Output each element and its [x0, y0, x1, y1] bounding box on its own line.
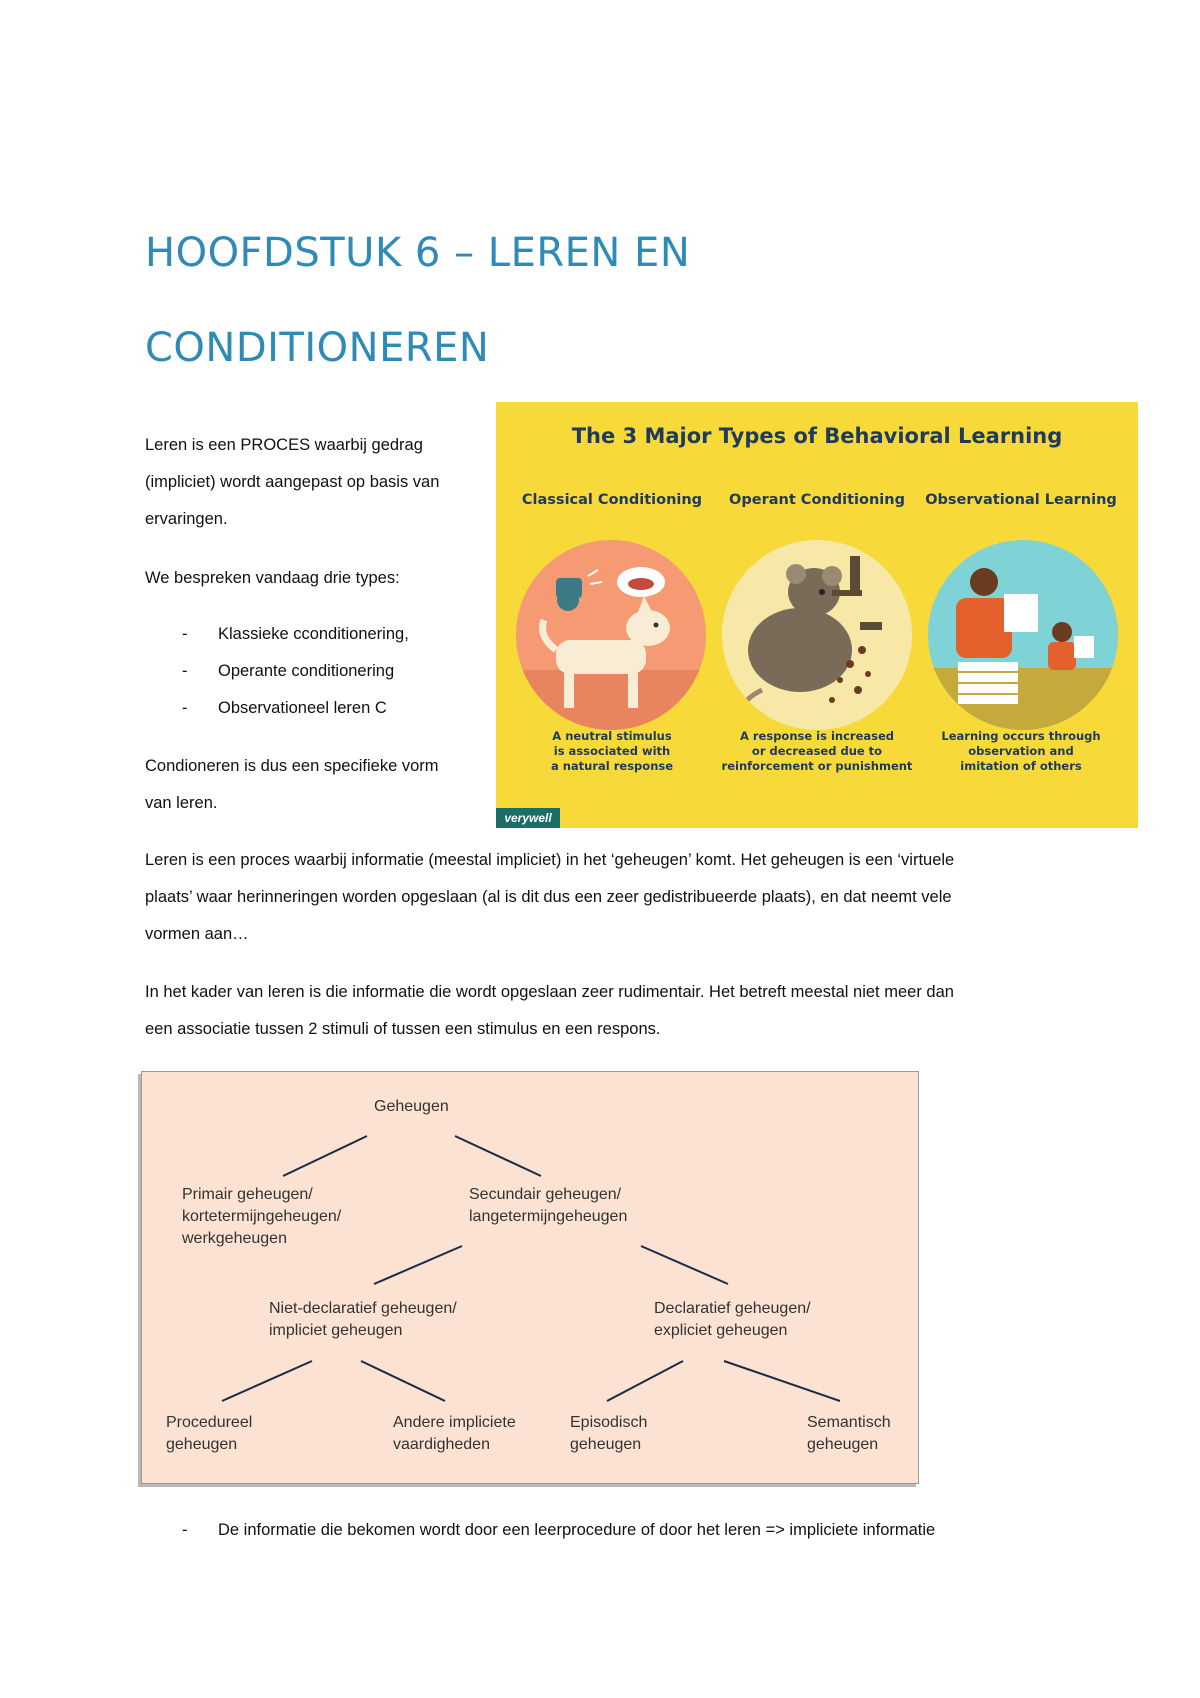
node-procedureel-geheugen: Procedureel geheugen — [166, 1414, 253, 1453]
footer-bullet: - De informatie die bekomen wordt door een leerprocedure of door het leren => impliciete informatie — [182, 1521, 936, 1539]
memory-paragraph-line1: Leren is een proces waarbij informatie (meestal impliciet) in het ‘geheugen’ komt. Het geheugen is een ‘virtuele — [145, 851, 955, 869]
adult-icon — [956, 568, 1012, 658]
lever-icon — [832, 556, 882, 630]
conditioning-note-line1: Condioneren is dus een specifieke vorm — [145, 757, 439, 775]
diagram-connector-lines — [142, 1072, 918, 1483]
intro-paragraph-line2: (impliciet) wordt aangepast op basis van — [145, 473, 440, 491]
chapter-title-line2: CONDITIONEREN — [145, 325, 490, 371]
node-primair-geheugen: Primair geheugen/ kortetermijngeheugen/ werkgeheugen — [182, 1186, 342, 1247]
adult-child-folding-illustration — [928, 540, 1118, 730]
child-icon — [1048, 622, 1094, 670]
memory-paragraph-line2: plaats’ waar herinneringen worden opgeslaan (al is dit dus een zeer gedistribueerde plaats), en dat neemt vele — [145, 888, 952, 906]
learning-info-paragraph-line1: In het kader van leren is die informatie die wordt opgeslaan zeer rudimentair. Het betreft meestal niet meer dan — [145, 983, 954, 1001]
classical-conditioning-title: Classical Conditioning — [521, 492, 703, 508]
behavioral-learning-infographic — [496, 402, 1138, 828]
node-andere-impliciete-vaardigheden: Andere impliciete vaardigheden — [393, 1414, 516, 1453]
node-niet-declaratief-geheugen: Niet-declaratief geheugen/ impliciet geheugen — [269, 1300, 457, 1339]
types-intro: We bespreken vandaag drie types: — [145, 569, 400, 587]
node-geheugen: Geheugen — [374, 1098, 449, 1115]
type-item-operant: - Operante conditionering — [182, 662, 395, 680]
intro-paragraph-line3: ervaringen. — [145, 510, 228, 528]
learning-info-paragraph-line2: een associatie tussen 2 stimuli of tussen een stimulus en een respons. — [145, 1020, 661, 1038]
operant-caption: A response is increased or decreased due to reinforcement or punishment — [721, 729, 913, 773]
rat-icon — [744, 564, 852, 718]
towel-icon — [1004, 594, 1038, 632]
whistle-icon — [556, 570, 602, 611]
memory-paragraph-line3: vormen aan… — [145, 925, 249, 943]
verywell-logo: verywell — [496, 808, 560, 828]
rat-lever-illustration — [722, 540, 912, 730]
node-semantisch-geheugen: Semantisch geheugen — [807, 1414, 891, 1453]
observational-learning-title: Observational Learning — [925, 492, 1117, 508]
memory-tree-diagram — [141, 1071, 919, 1484]
type-item-classical: - Klassieke cconditionering, — [182, 625, 409, 643]
dog-whistle-illustration — [516, 540, 706, 730]
intro-paragraph-line1: Leren is een PROCES waarbij gedrag — [145, 436, 423, 454]
conditioning-note-line2: van leren. — [145, 794, 218, 812]
food-bowl-icon — [617, 567, 665, 597]
type-item-observational: - Observationeel leren C — [182, 699, 387, 717]
infographic-title: The 3 Major Types of Behavioral Learning — [571, 424, 1063, 448]
node-episodisch-geheugen: Episodisch geheugen — [570, 1414, 648, 1453]
operant-conditioning-title: Operant Conditioning — [729, 492, 905, 508]
classical-caption: A neutral stimulus is associated with a natural response — [550, 729, 674, 773]
observational-caption: Learning occurs through observation and imitation of others — [941, 729, 1101, 773]
node-secundair-geheugen: Secundair geheugen/ langetermijngeheugen — [469, 1186, 628, 1225]
node-declaratief-geheugen: Declaratief geheugen/ expliciet geheugen — [654, 1300, 811, 1339]
chapter-title-line1: HOOFDSTUK 6 – LEREN EN — [145, 230, 691, 276]
